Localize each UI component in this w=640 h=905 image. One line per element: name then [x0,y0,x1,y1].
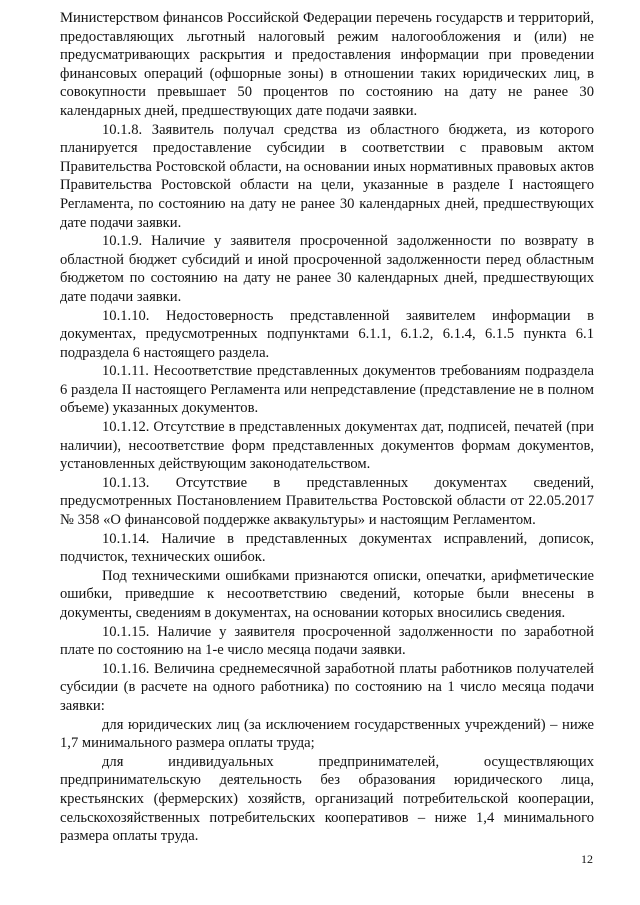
paragraph-10-1-14: 10.1.14. Наличие в представленных документах исправлений, дописок, подчисток, технических ошибок. [60,530,594,566]
paragraph-10-1-16: 10.1.16. Величина среднемесячной заработной платы работников получателей субсидии (в расчете на одного работника) по состоянию на 1 число месяца подачи заявки: [60,660,594,714]
paragraph-legal-entities: для юридических лиц (за исключением государственных учреждений) – ниже 1,7 минимального размера оплаты труда; [60,716,594,752]
paragraph-10-1-8: 10.1.8. Заявитель получал средства из областного бюджета, из которого планируется предоставление субсидии в соответствии с правовым актом Правительства Ростовской области, на основании иных нормативных правовых актов Правительства Ростовской области на цели, указанные в разделе I настоящего Регламента, по состоянию на дату не ранее 30 календарных дней, предшествующих дате подачи заявки. [60,121,594,231]
paragraph-10-1-13: 10.1.13. Отсутствие в представленных документах сведений, предусмотренных Постановлением Правительства Ростовской области от 22.05.2017 № 358 «О финансовой поддержке аквакультуры» и настоящим Регламентом. [60,474,594,529]
paragraph-offshore-continuation: Министерством финансов Российской Федерации перечень государств и территорий, предоставляющих льготный налоговый режим налогообложения и (или) не предусматривающих раскрытия и предоставления информации при проведении финансовых операций (офшорные зоны) в отношении таких юридических лиц, в совокупности превышает 50 процентов по состоянию на дату не ранее 30 календарных дней, предшествующих дате подачи заявки. [60,10,594,119]
paragraph-10-1-15: 10.1.15. Наличие у заявителя просроченной задолженности по заработной плате по состоянию на 1-е число месяца подачи заявки. [60,623,594,659]
paragraph-10-1-10: 10.1.10. Недостоверность представленной заявителем информации в документах, предусмотренных подпунктами 6.1.1, 6.1.2, 6.1.4, 6.1.5 пункта 6.1 подраздела 6 настоящего раздела. [60,307,594,361]
page-number: 12 [581,852,593,866]
paragraph-10-1-11: 10.1.11. Несоответствие представленных документов требованиям подраздела 6 раздела II настоящего Регламента или непредставление (представление не в полном объеме) указанных документов. [60,363,594,417]
paragraph-technical-errors: Под техническими ошибками признаются описки, опечатки, арифметические ошибки, приведшие к несоответствию сведений, которые были внесены в документы, сведениям в документах, на основании которых вносились сведения. [60,567,594,621]
paragraph-entrepreneurs: для индивидуальных предпринимателей, осуществляющих предпринимательскую деятельность без образования юридического лица, крестьянских (фермерских) хозяйств, организаций потребительской кооперации, сельскохозяйственных потребительских кооперативов – ниже 1,4 минимального размера оплаты труда. [60,753,594,845]
paragraph-10-1-12: 10.1.12. Отсутствие в представленных документах дат, подписей, печатей (при наличии), несоответствие форм представленных документов формам документов, установленных действующим законодательством. [60,419,594,473]
paragraph-10-1-9: 10.1.9. Наличие у заявителя просроченной задолженности по возврату в областной бюджет субсидий и иной просроченной задолженности перед областным бюджетом по состоянию на дату не ранее 30 календарных дней, предшествующих дате подачи заявки. [60,233,594,305]
document-page [60,9,594,846]
